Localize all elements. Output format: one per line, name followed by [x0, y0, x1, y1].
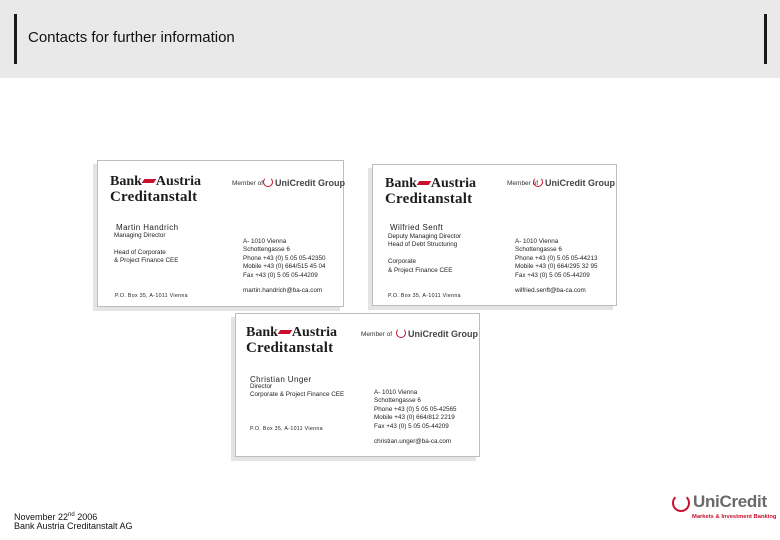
bank-austria-logo: Bank Austria Creditanstalt	[246, 325, 338, 356]
member-of-label: Member of	[361, 331, 393, 338]
unicredit-mark-icon	[396, 328, 406, 338]
po-box: P.O. Box 35, A-1011 Vienna	[388, 293, 461, 299]
bank-austria-logo: Bank Austria Creditanstalt	[110, 174, 202, 205]
contact-address: A- 1010 Vienna Schottengasse 6 Phone +43 (0) 5 05 05-42565 Mobile +43 (0) 664/812 2219 Fax +43 (0) 5 05 05-44209	[374, 389, 457, 430]
bank-austria-logo: Bank Austria Creditanstalt	[385, 176, 477, 207]
contact-address: A- 1010 Vienna Schottengasse 6 Phone +43 (0) 5 05 05-44213 Mobile +43 (0) 664/295 32 95 Fax +43 (0) 5 05 05-44209	[515, 238, 598, 279]
red-slash-icon	[142, 179, 157, 183]
contact-email: martin.handrich@ba-ca.com	[243, 287, 323, 294]
unicredit-footer-logo	[670, 492, 778, 532]
contact-name: Christian Unger	[250, 375, 312, 384]
footer-company: Bank Austria Creditanstalt AG	[14, 521, 133, 531]
contact-name: Wilfried Senft	[390, 223, 444, 232]
red-slash-icon	[278, 330, 293, 334]
header-left-divider	[14, 14, 17, 64]
business-card-martin-handrich	[97, 160, 344, 307]
contact-role: Deputy Managing Director Head of Debt Structuring Corporate & Project Finance CEE	[388, 233, 462, 274]
page-title: Contacts for further information	[28, 29, 235, 46]
member-of-label: Member of	[507, 180, 539, 187]
unicredit-mark-icon	[533, 177, 543, 187]
header-right-divider	[764, 14, 767, 64]
contact-email: christian.unger@ba-ca.com	[374, 438, 452, 445]
business-card-wilfried-senft	[372, 164, 617, 306]
unicredit-group-logo: UniCredit Group	[533, 177, 615, 188]
header-bar	[0, 0, 780, 78]
red-slash-icon	[417, 181, 432, 185]
contact-role: Managing Director Head of Corporate & Project Finance CEE	[114, 232, 179, 265]
po-box: P.O. Box 35, A-1011 Vienna	[250, 426, 323, 432]
contact-email: wilfried.senft@ba-ca.com	[515, 287, 586, 294]
footer-date: November 22nd 2006	[14, 512, 98, 522]
contact-name: Martin Handrich	[116, 223, 179, 232]
member-of-label: Member of	[232, 180, 264, 187]
unicredit-wordmark: UniCredit	[693, 492, 767, 511]
business-card-christian-unger	[235, 313, 480, 457]
unicredit-group-logo: UniCredit Group	[396, 328, 478, 339]
unicredit-mark-icon	[672, 494, 690, 512]
unicredit-group-logo: UniCredit Group	[263, 177, 345, 188]
contact-address: A- 1010 Vienna Schottengasse 6 Phone +43 (0) 5 05 05-42350 Mobile +43 (0) 664/515 45 04 Fax +43 (0) 5 05 05-44209	[243, 238, 326, 279]
unicredit-mark-icon	[263, 177, 273, 187]
contact-role: Director Corporate & Project Finance CEE	[250, 383, 345, 399]
po-box: P.O. Box 35, A-1011 Vienna	[115, 293, 188, 299]
unicredit-tagline: Markets & Investment Banking	[692, 514, 777, 520]
